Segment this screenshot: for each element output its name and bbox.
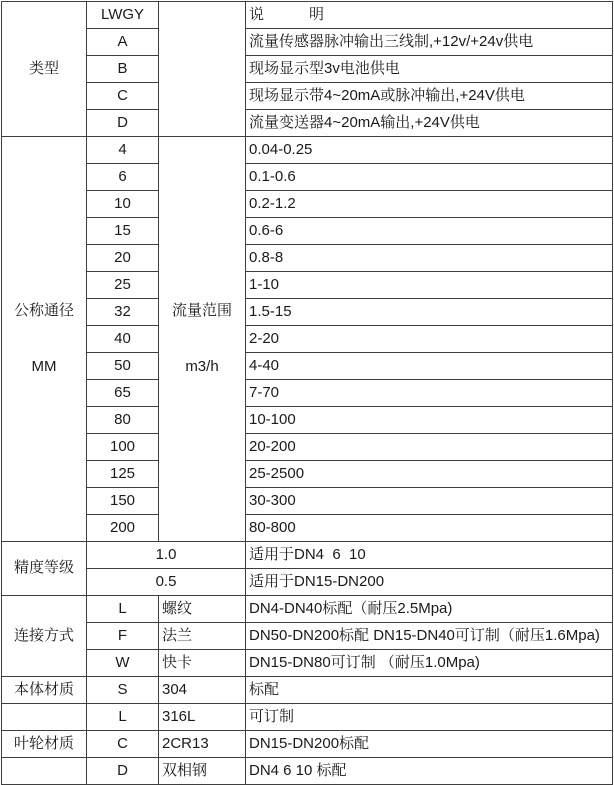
diameter-size-cell: 15 xyxy=(87,218,159,245)
body-material-desc-cell: 可订制 xyxy=(246,704,613,731)
diameter-size-cell: 25 xyxy=(87,272,159,299)
body-material-code-cell: L xyxy=(87,704,159,731)
impeller-material-section-label: 叶轮材质 xyxy=(2,731,87,758)
table-row xyxy=(2,353,613,380)
table-row xyxy=(2,2,613,29)
table-row xyxy=(2,191,613,218)
diameter-section-label xyxy=(2,137,87,542)
impeller-material-code-cell: C xyxy=(87,731,159,758)
diameter-size-cell: 65 xyxy=(87,380,159,407)
table-row xyxy=(2,164,613,191)
flow-range-cell: 30-300 xyxy=(246,488,613,515)
impeller-material-empty-label-cell xyxy=(2,758,87,785)
type-desc-cell: 流量传感器脉冲输出三线制,+12v/+24v供电 xyxy=(246,29,613,56)
diameter-size-cell: 100 xyxy=(87,434,159,461)
accuracy-desc-cell: 适用于DN15-DN200 xyxy=(246,569,613,596)
impeller-material-desc-cell: DN15-DN200标配 xyxy=(246,731,613,758)
table-row xyxy=(2,218,613,245)
flow-range-cell: 0.04-0.25 xyxy=(246,137,613,164)
accuracy-section-label: 精度等级 xyxy=(2,542,87,596)
table-row xyxy=(2,29,613,56)
accuracy-desc-cell: 适用于DN4 6 10 xyxy=(246,542,613,569)
type-desc-cell: 流量变送器4~20mA输出,+24V供电 xyxy=(246,110,613,137)
diameter-label-line2: MM xyxy=(31,357,57,375)
body-material-desc-cell: 标配 xyxy=(246,677,613,704)
flow-range-cell: 80-800 xyxy=(246,515,613,542)
table-row xyxy=(2,272,613,299)
table-row xyxy=(2,488,613,515)
body-material-section-label: 本体材质 xyxy=(2,677,87,704)
flow-range-cell: 4-40 xyxy=(246,353,613,380)
table-row xyxy=(2,407,613,434)
connection-name-cell: 法兰 xyxy=(159,623,246,650)
body-material-empty-label-cell xyxy=(2,704,87,731)
table-row xyxy=(2,515,613,542)
flow-range-cell: 0.6-6 xyxy=(246,218,613,245)
table-row xyxy=(2,704,613,731)
diameter-size-cell: 125 xyxy=(87,461,159,488)
diameter-size-cell: 32 xyxy=(87,299,159,326)
table-row xyxy=(2,110,613,137)
flow-range-label-line2: m3/h xyxy=(185,357,219,375)
type-code-cell: B xyxy=(87,56,159,83)
connection-desc-cell: DN15-DN80可订制 （耐压1.0Mpa) xyxy=(246,650,613,677)
diameter-size-cell: 50 xyxy=(87,353,159,380)
diameter-label-line1: 公称通径 xyxy=(13,301,74,319)
connection-name-cell: 螺纹 xyxy=(159,596,246,623)
diameter-size-cell: 4 xyxy=(87,137,159,164)
type-code-cell: C xyxy=(87,83,159,110)
diameter-size-cell: 80 xyxy=(87,407,159,434)
connection-desc-cell: DN50-DN200标配 DN15-DN40可订制（耐压1.6Mpa) xyxy=(246,623,613,650)
connection-desc-cell: DN4-DN40标配（耐压2.5Mpa) xyxy=(246,596,613,623)
table-row xyxy=(2,326,613,353)
type-desc-cell: 现场显示型3v电池供电 xyxy=(246,56,613,83)
flow-range-cell: 0.1-0.6 xyxy=(246,164,613,191)
type-desc-cell: 现场显示带4~20mA或脉冲输出,+24V供电 xyxy=(246,83,613,110)
diameter-size-cell: 150 xyxy=(87,488,159,515)
impeller-material-desc-cell: DN4 6 10 标配 xyxy=(246,758,613,785)
connection-name-cell: 快卡 xyxy=(159,650,246,677)
diameter-size-cell: 20 xyxy=(87,245,159,272)
table-row xyxy=(2,434,613,461)
type-section-label: 类型 xyxy=(2,2,87,137)
impeller-material-name-cell: 双相钢 xyxy=(159,758,246,785)
table-row xyxy=(2,461,613,488)
type-section-spacer-cell xyxy=(159,2,246,137)
flowmeter-spec-table xyxy=(1,1,613,785)
table-row xyxy=(2,56,613,83)
diameter-size-cell: 6 xyxy=(87,164,159,191)
table-row xyxy=(2,596,613,623)
accuracy-value-cell: 1.0 xyxy=(87,542,246,569)
table-row xyxy=(2,623,613,650)
connection-code-cell: L xyxy=(87,596,159,623)
flow-range-cell: 10-100 xyxy=(246,407,613,434)
flow-range-cell: 20-200 xyxy=(246,434,613,461)
table-row xyxy=(2,299,613,326)
body-material-name-cell: 304 xyxy=(159,677,246,704)
flow-range-section-label xyxy=(159,137,246,542)
flow-range-cell: 0.8-8 xyxy=(246,245,613,272)
flow-range-cell: 7-70 xyxy=(246,380,613,407)
connection-code-cell: F xyxy=(87,623,159,650)
flow-range-label-line1: 流量范围 xyxy=(171,301,232,319)
table-row xyxy=(2,542,613,569)
table-row xyxy=(2,650,613,677)
impeller-material-name-cell: 2CR13 xyxy=(159,731,246,758)
flow-range-cell: 1-10 xyxy=(246,272,613,299)
description-header-cell: 说 明 xyxy=(246,2,613,29)
flow-range-cell: 2-20 xyxy=(246,326,613,353)
model-code-cell: LWGY xyxy=(87,2,159,29)
table-row xyxy=(2,83,613,110)
table-row xyxy=(2,731,613,758)
body-material-name-cell: 316L xyxy=(159,704,246,731)
connection-code-cell: W xyxy=(87,650,159,677)
flow-range-cell: 25-2500 xyxy=(246,461,613,488)
flow-range-cell: 1.5-15 xyxy=(246,299,613,326)
type-code-cell: A xyxy=(87,29,159,56)
diameter-size-cell: 200 xyxy=(87,515,159,542)
table-row xyxy=(2,380,613,407)
table-row xyxy=(2,569,613,596)
connection-section-label: 连接方式 xyxy=(2,596,87,677)
flow-range-cell: 0.2-1.2 xyxy=(246,191,613,218)
impeller-material-code-cell: D xyxy=(87,758,159,785)
table-row xyxy=(2,677,613,704)
diameter-size-cell: 40 xyxy=(87,326,159,353)
table-row xyxy=(2,137,613,164)
table-row xyxy=(2,758,613,785)
diameter-size-cell: 10 xyxy=(87,191,159,218)
body-material-code-cell: S xyxy=(87,677,159,704)
table-row xyxy=(2,245,613,272)
accuracy-value-cell: 0.5 xyxy=(87,569,246,596)
type-code-cell: D xyxy=(87,110,159,137)
